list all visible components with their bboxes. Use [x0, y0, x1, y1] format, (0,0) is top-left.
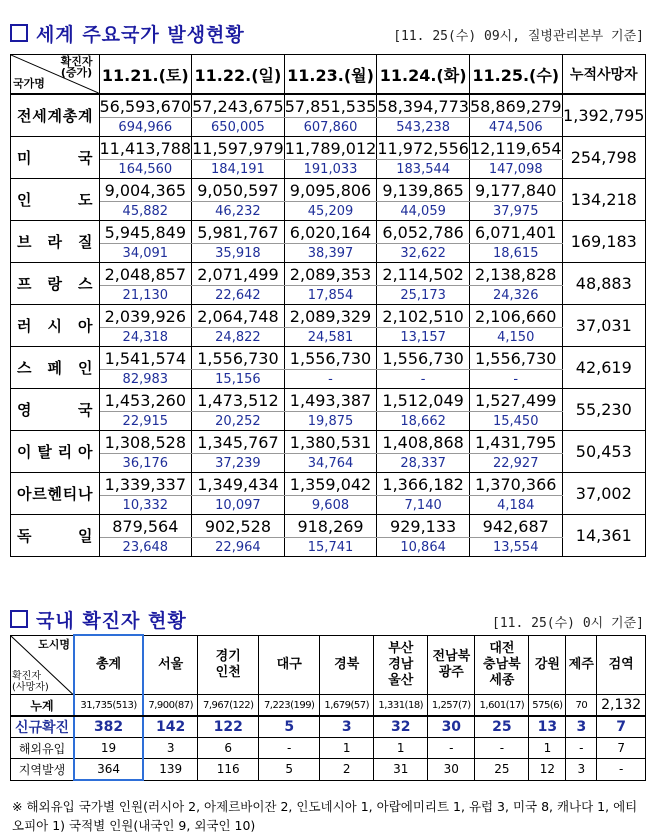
- daily-increase-cell: 37,239: [192, 454, 285, 473]
- domestic-value-cell: 7,900(87): [143, 695, 198, 717]
- cumulative-cases-cell: 1,345,767: [192, 431, 285, 454]
- cumulative-cases-cell: 11,789,012: [284, 138, 377, 158]
- region-header: 강원: [529, 635, 566, 695]
- daily-increase-cell: 23,648: [99, 538, 192, 557]
- country-row: [11, 263, 646, 286]
- cumulative-deaths-cell: 169,183: [562, 221, 645, 263]
- daily-increase-cell: 13,554: [469, 538, 562, 557]
- domestic-row: [11, 695, 646, 717]
- cumulative-cases-cell: 9,004,365: [99, 179, 192, 202]
- country-row: [11, 137, 646, 160]
- region-header: 전남북 광주: [428, 635, 475, 695]
- cumulative-cases-cell: 2,106,660: [469, 305, 562, 328]
- daily-increase-cell: 21,130: [99, 286, 192, 305]
- country-increase-row: [11, 496, 646, 515]
- cumulative-cases-cell: 6,052,786: [377, 221, 470, 244]
- country-name-text: 독 일: [17, 527, 93, 545]
- country-name-text: 프 랑 스: [17, 275, 93, 293]
- domestic-value-cell: 25: [475, 716, 529, 738]
- daily-increase-cell: 474,506: [469, 118, 562, 137]
- daily-increase-cell: 19,875: [284, 412, 377, 431]
- country-increase-row: [11, 370, 646, 389]
- daily-increase-cell: 37,975: [469, 202, 562, 221]
- cumulative-cases-cell: 879,564: [99, 515, 192, 538]
- world-corner-bottom: 국가명: [13, 77, 45, 90]
- cumulative-cases-cell: 929,133: [377, 515, 470, 538]
- cumulative-deaths-cell: 254,798: [562, 137, 645, 179]
- daily-increase-cell: 20,252: [192, 412, 285, 431]
- domestic-value-cell: 32: [374, 716, 428, 738]
- daily-increase-cell: 24,318: [99, 328, 192, 347]
- cumulative-cases-cell: 1,349,434: [192, 473, 285, 496]
- cumulative-cases-cell: 2,114,502: [377, 263, 470, 286]
- country-name: [11, 473, 100, 515]
- country-name-text: 스 페 인: [17, 359, 93, 377]
- world-title-text: 세계 주요국가 발생현황: [36, 24, 245, 46]
- daily-increase-cell: 18,615: [469, 244, 562, 263]
- deaths-header: 누적사망자: [562, 55, 645, 95]
- daily-increase-cell: 4,184: [469, 496, 562, 515]
- region-header: 부산 경남 울산: [374, 635, 428, 695]
- region-header: 경기 인천: [198, 635, 259, 695]
- daily-increase-cell: 24,581: [284, 328, 377, 347]
- cumulative-cases-cell: 57,851,535: [284, 94, 377, 118]
- country-name: [11, 431, 100, 473]
- daily-increase-cell: 34,764: [284, 454, 377, 473]
- cumulative-cases-cell: 1,339,337: [99, 473, 192, 496]
- domestic-value-cell: 70: [566, 695, 597, 717]
- date-header: 11.25.(수): [469, 55, 562, 95]
- domestic-value-cell: 116: [198, 759, 259, 781]
- domestic-value-cell: 12: [529, 759, 566, 781]
- daily-increase-cell: 15,156: [192, 370, 285, 389]
- domestic-value-cell: -: [428, 738, 475, 759]
- cumulative-cases-cell: 2,071,499: [192, 263, 285, 286]
- cumulative-deaths-cell: 37,002: [562, 473, 645, 515]
- date-header: 11.22.(일): [192, 55, 285, 95]
- domestic-value-cell: 19: [74, 738, 143, 759]
- cumulative-cases-cell: 6,071,401: [469, 221, 562, 244]
- date-header: 11.23.(월): [284, 55, 377, 95]
- cumulative-cases-cell: 902,528: [192, 515, 285, 538]
- world-section-note: [11. 25(수) 09시, 질병관리본부 기준]: [393, 29, 644, 44]
- domestic-value-cell: 1,679(57): [320, 695, 374, 717]
- cumulative-deaths-cell: 55,230: [562, 389, 645, 431]
- cumulative-deaths-cell: 1,392,795: [562, 94, 645, 137]
- country-name-text: 전 세 계 총 계: [17, 107, 93, 125]
- country-name-text: 아 르 헨 티 나: [17, 485, 93, 503]
- country-name: [11, 94, 100, 137]
- daily-increase-cell: 694,966: [99, 118, 192, 137]
- cumulative-cases-cell: 1,541,574: [99, 347, 192, 370]
- cumulative-cases-cell: 2,102,510: [377, 305, 470, 328]
- country-row: [11, 515, 646, 538]
- daily-increase-cell: 650,005: [192, 118, 285, 137]
- country-row: [11, 94, 646, 118]
- region-header: 검역: [597, 635, 646, 695]
- daily-increase-cell: 9,608: [284, 496, 377, 515]
- domestic-section-title: [10, 606, 187, 633]
- cumulative-deaths-cell: 50,453: [562, 431, 645, 473]
- date-header: 11.21.(토): [99, 55, 192, 95]
- daily-increase-cell: 45,209: [284, 202, 377, 221]
- daily-increase-cell: -: [284, 370, 377, 389]
- daily-increase-cell: 607,860: [284, 118, 377, 137]
- daily-increase-cell: 17,854: [284, 286, 377, 305]
- domestic-row-label: 지역발생: [11, 759, 75, 781]
- domestic-value-cell: -: [597, 759, 646, 781]
- cumulative-cases-cell: 1,359,042: [284, 473, 377, 496]
- cumulative-cases-cell: 1,556,730: [469, 347, 562, 370]
- cumulative-deaths-cell: 134,218: [562, 179, 645, 221]
- cumulative-cases-cell: 2,064,748: [192, 305, 285, 328]
- footnote: ※ 해외유입 국가별 인원(러시아 2, 아제르바이잔 2, 인도네시아 1, 아랍에미리트 1, 유럽 3, 미국 8, 캐나다 1, 에티오피아 1) 국적별 인원(내국인 9, 외국인 10): [12, 799, 638, 833]
- cumulative-cases-cell: 11,972,556: [377, 138, 469, 158]
- cumulative-cases-cell: 1,527,499: [469, 389, 562, 412]
- domestic-value-cell: 31: [374, 759, 428, 781]
- cumulative-cases-cell: 1,370,366: [469, 473, 562, 496]
- domestic-value-cell: 142: [143, 716, 198, 738]
- domestic-value-cell: 7: [597, 738, 646, 759]
- country-name: [11, 137, 100, 179]
- domestic-value-cell: 1: [529, 738, 566, 759]
- domestic-value-cell: 5: [259, 716, 320, 738]
- daily-increase-cell: 184,191: [192, 160, 285, 179]
- country-row: [11, 431, 646, 454]
- cumulative-cases-cell: 1,556,730: [192, 347, 285, 370]
- daily-increase-cell: 164,560: [99, 160, 192, 179]
- checkbox-square-icon: [10, 24, 28, 42]
- region-header: 총계: [74, 635, 143, 695]
- cumulative-cases-cell: 2,039,926: [99, 305, 192, 328]
- cumulative-deaths-cell: 48,883: [562, 263, 645, 305]
- world-corner-top: 확진자 (증가): [60, 55, 93, 79]
- domestic-value-cell: -: [259, 738, 320, 759]
- country-increase-row: [11, 202, 646, 221]
- daily-increase-cell: 10,097: [192, 496, 285, 515]
- country-increase-row: [11, 244, 646, 263]
- date-header: 11.24.(화): [377, 55, 470, 95]
- daily-increase-cell: 82,983: [99, 370, 192, 389]
- cumulative-cases-cell: 5,981,767: [192, 221, 285, 244]
- daily-increase-cell: 7,140: [377, 496, 470, 515]
- daily-increase-cell: 4,150: [469, 328, 562, 347]
- cumulative-cases-cell: 1,453,260: [99, 389, 192, 412]
- cumulative-cases-cell: 1,493,387: [284, 389, 377, 412]
- cumulative-cases-cell: 9,095,806: [284, 179, 377, 202]
- daily-increase-cell: 147,098: [469, 160, 562, 179]
- domestic-value-cell: 31,735(513): [74, 695, 143, 717]
- domestic-value-cell: 2,132: [597, 695, 646, 717]
- world-table: [10, 54, 646, 557]
- daily-increase-cell: 15,450: [469, 412, 562, 431]
- domestic-value-cell: 5: [259, 759, 320, 781]
- domestic-corner-bottom: 확진자 (사망자): [12, 671, 49, 693]
- world-corner-cell: [11, 55, 100, 95]
- cumulative-cases-cell: 57,243,675: [192, 94, 285, 118]
- domestic-title-text: 국내 확진자 현황: [36, 610, 187, 632]
- domestic-header-row: [11, 635, 646, 695]
- country-row: [11, 473, 646, 496]
- country-name: [11, 515, 100, 557]
- domestic-value-cell: -: [566, 738, 597, 759]
- country-row: [11, 221, 646, 244]
- cumulative-cases-cell: 2,089,329: [284, 305, 377, 328]
- daily-increase-cell: 36,176: [99, 454, 192, 473]
- daily-increase-cell: 13,157: [377, 328, 470, 347]
- region-header: 대구: [259, 635, 320, 695]
- daily-increase-cell: 191,033: [284, 160, 377, 179]
- country-name: [11, 389, 100, 431]
- domestic-value-cell: 575(6): [529, 695, 566, 717]
- cumulative-cases-cell: 1,366,182: [377, 473, 470, 496]
- cumulative-cases-cell: 1,308,528: [99, 431, 192, 454]
- cumulative-cases-cell: 1,556,730: [284, 347, 377, 370]
- region-header: 경북: [320, 635, 374, 695]
- daily-increase-cell: 22,915: [99, 412, 192, 431]
- cumulative-cases-cell: 5,945,849: [99, 221, 192, 244]
- daily-increase-cell: 22,964: [192, 538, 285, 557]
- world-header-row: [11, 55, 646, 95]
- cumulative-cases-cell: 6,020,164: [284, 221, 377, 244]
- cumulative-cases-cell: 11,597,979: [192, 138, 284, 158]
- daily-increase-cell: 25,173: [377, 286, 470, 305]
- cumulative-cases-cell: 58,869,279: [469, 94, 562, 118]
- cumulative-cases-cell: 11,413,788: [99, 138, 192, 158]
- cumulative-cases-cell: 2,089,353: [284, 263, 377, 286]
- cumulative-cases-cell: 58,394,773: [377, 94, 470, 118]
- domestic-value-cell: 25: [475, 759, 529, 781]
- cumulative-cases-cell: 1,431,795: [469, 431, 562, 454]
- cumulative-cases-cell: 2,138,828: [469, 263, 562, 286]
- country-increase-row: [11, 160, 646, 179]
- daily-increase-cell: 45,882: [99, 202, 192, 221]
- domestic-value-cell: 6: [198, 738, 259, 759]
- daily-increase-cell: 18,662: [377, 412, 470, 431]
- domestic-value-cell: 382: [74, 716, 143, 738]
- domestic-table: [10, 634, 646, 781]
- country-increase-row: [11, 538, 646, 557]
- domestic-value-cell: 30: [428, 716, 475, 738]
- daily-increase-cell: -: [377, 370, 470, 389]
- cumulative-cases-cell: 1,512,049: [377, 389, 470, 412]
- domestic-value-cell: 1,331(18): [374, 695, 428, 717]
- domestic-row: [11, 759, 646, 781]
- daily-increase-cell: 35,918: [192, 244, 285, 263]
- country-increase-row: [11, 412, 646, 431]
- country-row: [11, 347, 646, 370]
- cumulative-cases-cell: 9,050,597: [192, 179, 285, 202]
- daily-increase-cell: 38,397: [284, 244, 377, 263]
- daily-increase-cell: 10,864: [377, 538, 470, 557]
- domestic-value-cell: 3: [566, 759, 597, 781]
- domestic-value-cell: 7,967(122): [198, 695, 259, 717]
- domestic-value-cell: 13: [529, 716, 566, 738]
- domestic-row: [11, 738, 646, 759]
- cumulative-deaths-cell: 42,619: [562, 347, 645, 389]
- region-header: 대전 충남북 세종: [475, 635, 529, 695]
- domestic-value-cell: 1: [320, 738, 374, 759]
- world-section-title: [10, 20, 245, 47]
- cumulative-cases-cell: 1,473,512: [192, 389, 285, 412]
- cumulative-deaths-cell: 14,361: [562, 515, 645, 557]
- domestic-value-cell: 2: [320, 759, 374, 781]
- country-increase-row: [11, 286, 646, 305]
- daily-increase-cell: 32,622: [377, 244, 470, 263]
- domestic-value-cell: 1: [374, 738, 428, 759]
- country-row: [11, 305, 646, 328]
- domestic-value-cell: 3: [320, 716, 374, 738]
- domestic-section-note: [11. 25(수) 0시 기준]: [492, 616, 644, 631]
- country-name: [11, 263, 100, 305]
- country-name-text: 영 국: [17, 401, 93, 419]
- daily-increase-cell: 24,822: [192, 328, 285, 347]
- daily-increase-cell: 22,927: [469, 454, 562, 473]
- daily-increase-cell: 15,741: [284, 538, 377, 557]
- daily-increase-cell: 10,332: [99, 496, 192, 515]
- cumulative-cases-cell: 1,408,868: [377, 431, 470, 454]
- cumulative-deaths-cell: 37,031: [562, 305, 645, 347]
- checkbox-square-icon: [10, 610, 28, 628]
- domestic-value-cell: 364: [74, 759, 143, 781]
- daily-increase-cell: 46,232: [192, 202, 285, 221]
- daily-increase-cell: 24,326: [469, 286, 562, 305]
- daily-increase-cell: 543,238: [377, 118, 470, 137]
- cumulative-cases-cell: 12,119,654: [469, 138, 562, 158]
- region-header: 제주: [566, 635, 597, 695]
- country-row: [11, 389, 646, 412]
- daily-increase-cell: -: [469, 370, 562, 389]
- daily-increase-cell: 22,642: [192, 286, 285, 305]
- country-increase-row: [11, 454, 646, 473]
- cumulative-cases-cell: 942,687: [469, 515, 562, 538]
- country-increase-row: [11, 118, 646, 137]
- domestic-value-cell: 122: [198, 716, 259, 738]
- daily-increase-cell: 44,059: [377, 202, 470, 221]
- country-row: [11, 179, 646, 202]
- domestic-corner-top: 도시명: [38, 637, 70, 651]
- domestic-row-label: 신규확진: [11, 716, 75, 738]
- domestic-value-cell: 139: [143, 759, 198, 781]
- cumulative-cases-cell: 56,593,670: [99, 94, 192, 118]
- country-name-text: 브 라 질: [17, 233, 93, 251]
- domestic-value-cell: 1,257(7): [428, 695, 475, 717]
- domestic-value-cell: 1,601(17): [475, 695, 529, 717]
- daily-increase-cell: 34,091: [99, 244, 192, 263]
- cumulative-cases-cell: 9,177,840: [469, 179, 562, 202]
- domestic-value-cell: 7,223(199): [259, 695, 320, 717]
- domestic-value-cell: 3: [566, 716, 597, 738]
- country-increase-row: [11, 328, 646, 347]
- country-name: [11, 347, 100, 389]
- country-name: [11, 179, 100, 221]
- region-header: 서울: [143, 635, 198, 695]
- cumulative-cases-cell: 9,139,865: [377, 179, 470, 202]
- cumulative-cases-cell: 918,269: [284, 515, 377, 538]
- country-name-text: 인 도: [17, 191, 93, 209]
- domestic-value-cell: 30: [428, 759, 475, 781]
- domestic-row-label: 해외유입: [11, 738, 75, 759]
- country-name-text: 러 시 아: [17, 317, 93, 335]
- country-name: [11, 305, 100, 347]
- cumulative-cases-cell: 1,380,531: [284, 431, 377, 454]
- domestic-value-cell: 3: [143, 738, 198, 759]
- domestic-corner-cell: [11, 635, 75, 695]
- daily-increase-cell: 183,544: [377, 160, 470, 179]
- domestic-value-cell: -: [475, 738, 529, 759]
- country-name-text: 미 국: [17, 149, 93, 167]
- cumulative-cases-cell: 1,556,730: [377, 347, 470, 370]
- domestic-row: [11, 716, 646, 738]
- domestic-value-cell: 7: [597, 716, 646, 738]
- domestic-row-label: 누계: [11, 695, 75, 717]
- cumulative-cases-cell: 2,048,857: [99, 263, 192, 286]
- daily-increase-cell: 28,337: [377, 454, 470, 473]
- country-name-text: 이 탈 리 아: [17, 443, 93, 461]
- country-name: [11, 221, 100, 263]
